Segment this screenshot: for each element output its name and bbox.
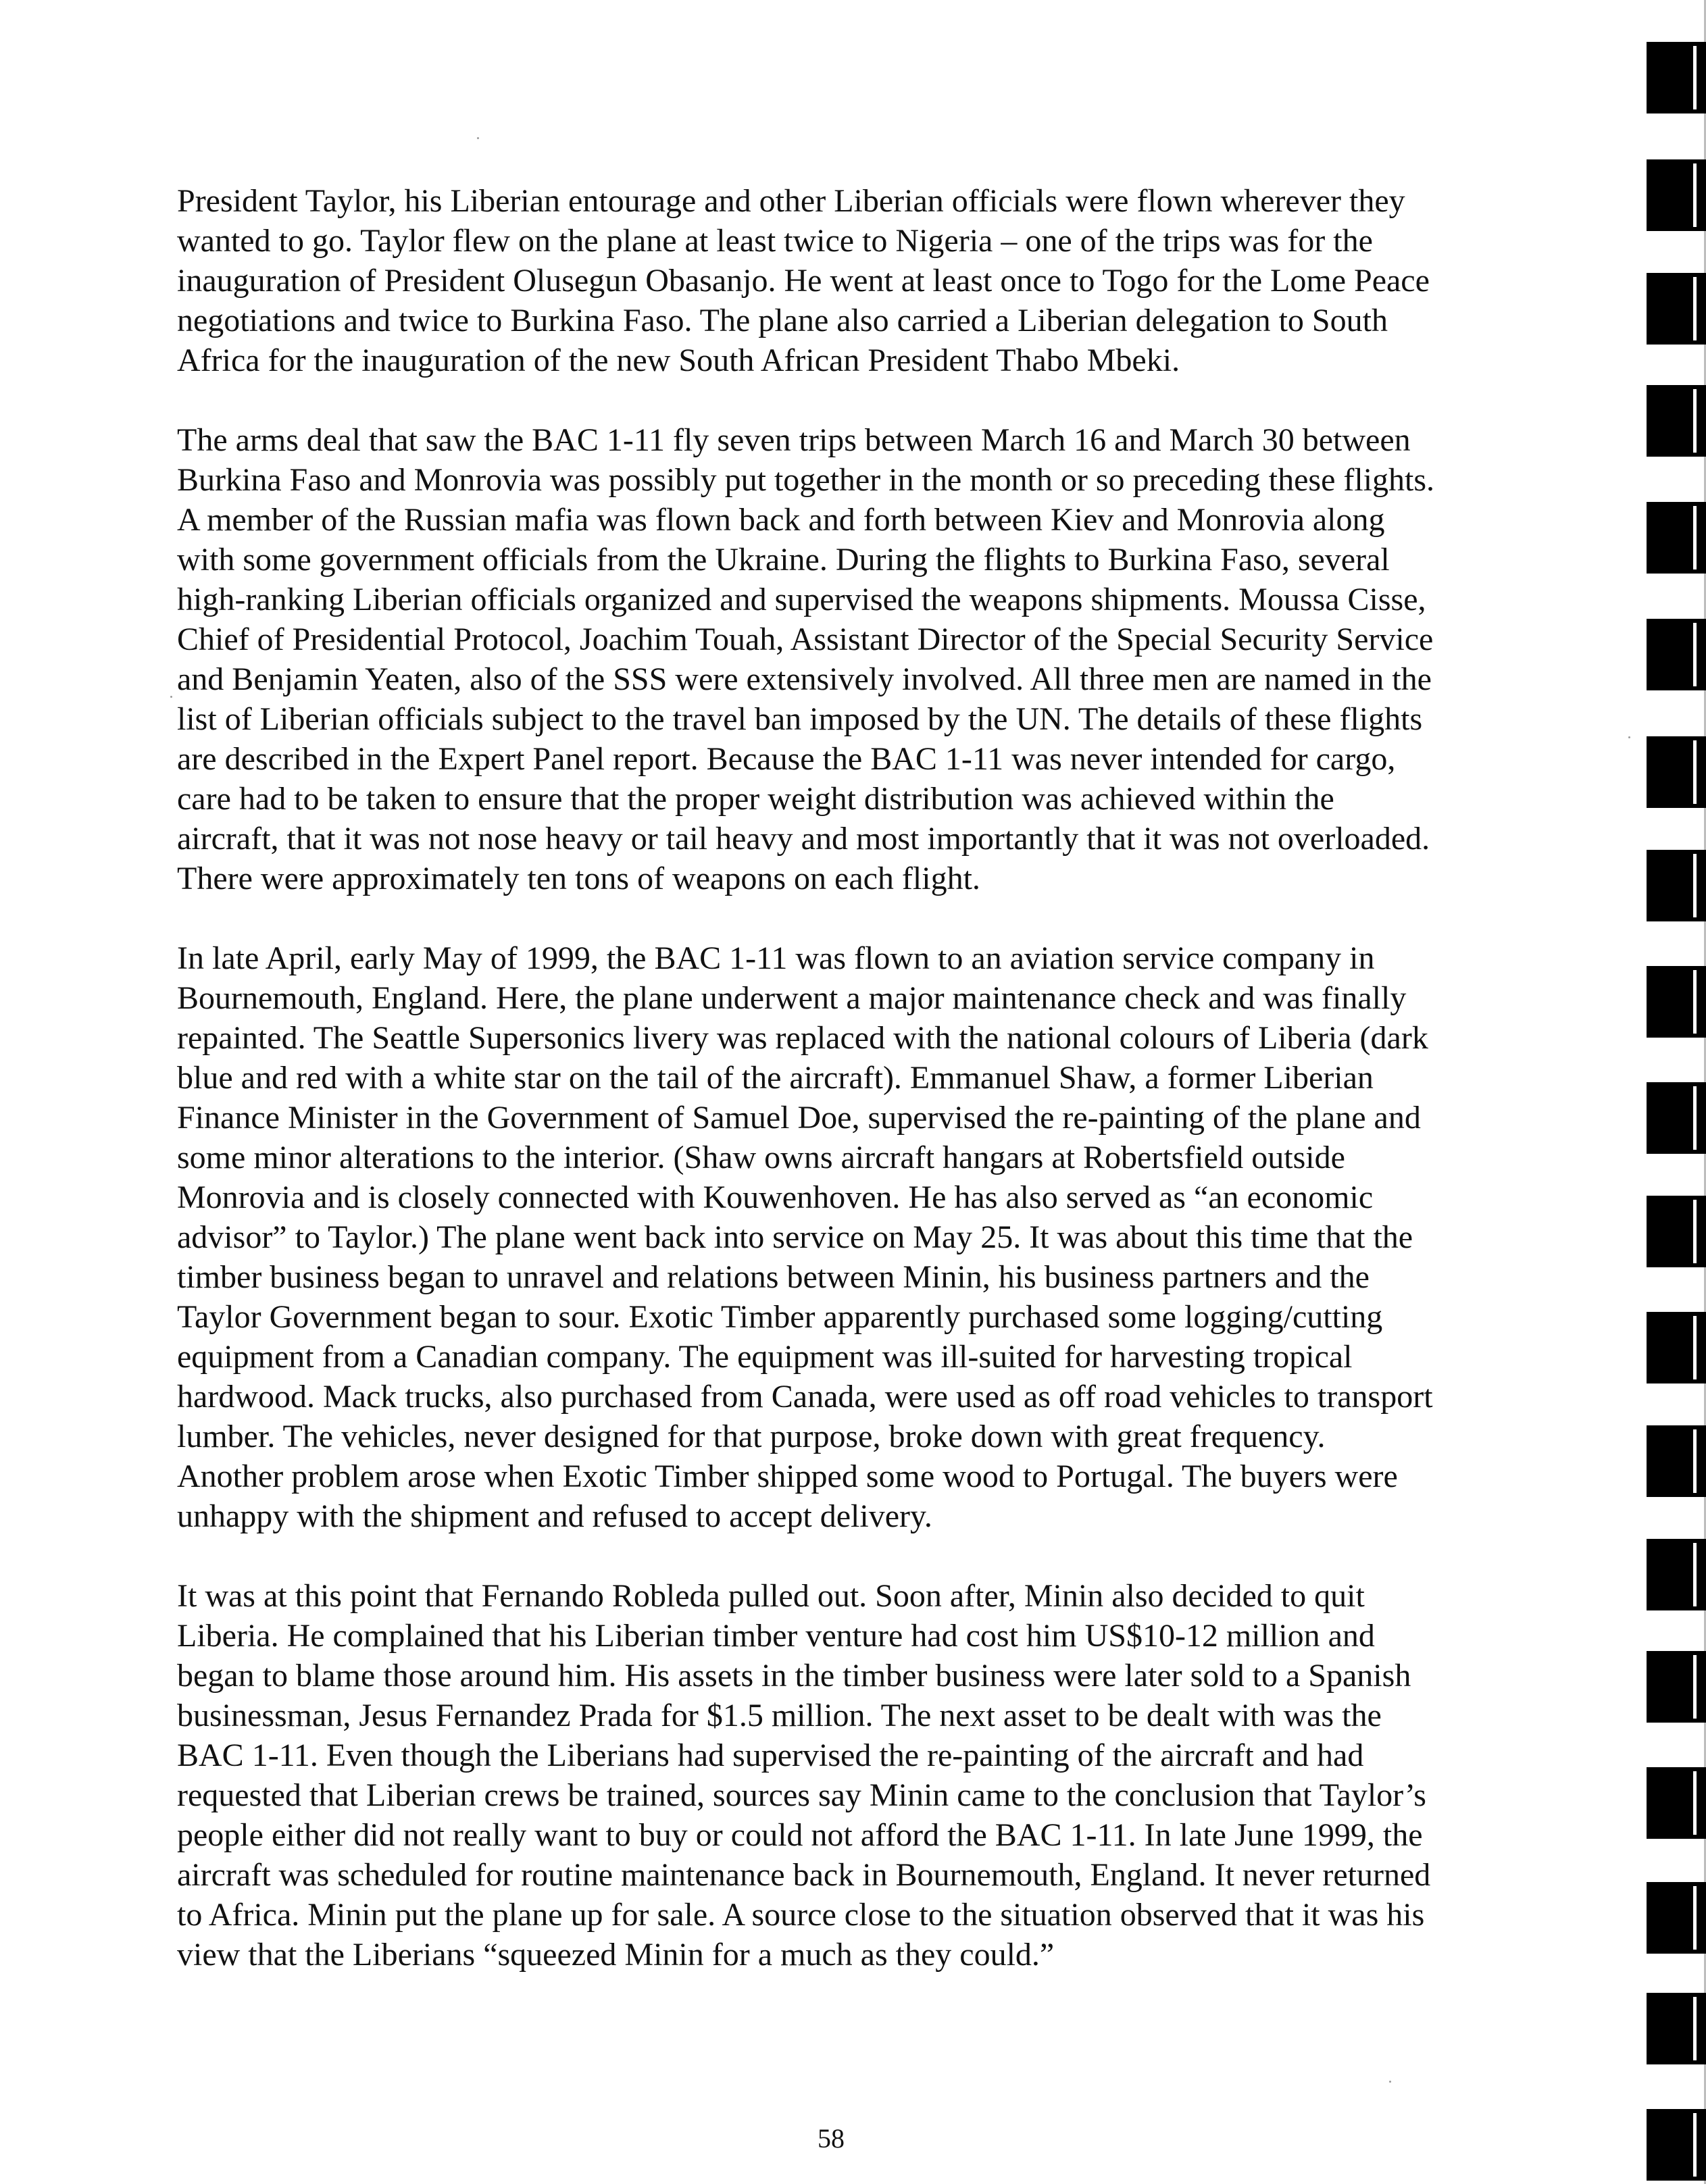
text-line: some minor alterations to the interior. (Shaw owns aircraft hangars at Robertsfield outside [177,1140,1345,1175]
binding-hole [1647,1312,1706,1383]
text-line: list of Liberian officials subject to the travel ban imposed by the UN. The details of these flights [177,701,1423,737]
text-line: In late April, early May of 1999, the BAC 1-11 was flown to an aviation service company in [177,940,1375,976]
text-line: hardwood. Mack trucks, also purchased from Canada, were used as off road vehicles to transport [177,1379,1433,1415]
text-line: advisor” to Taylor.) The plane went back into service on May 25. It was about this time that the [177,1219,1413,1255]
binding-hole [1647,966,1706,1038]
scan-speck [1389,2081,1391,2083]
text-line: Another problem arose when Exotic Timber shipped some wood to Portugal. The buyers were [177,1458,1398,1494]
text-line: There were approximately ten tons of weapons on each flight. [177,861,980,896]
text-line: Africa for the inauguration of the new South African President Thabo Mbeki. [177,342,1180,378]
text-line: inauguration of President Olusegun Obasanjo. He went at least once to Togo for the Lome Peace [177,263,1430,299]
text-line: aircraft, that it was not nose heavy or tail heavy and most importantly that it was not overloaded. [177,821,1430,857]
scan-speck [170,696,172,698]
text-line: A member of the Russian mafia was flown back and forth between Kiev and Monrovia along [177,502,1385,538]
binding-hole [1647,1882,1706,1954]
binding-hole [1647,1082,1706,1154]
binding-hole [1647,502,1706,574]
scan-speck [477,137,479,139]
binding-hole [1647,736,1706,808]
paragraph-1 [177,181,1542,380]
text-line: Burkina Faso and Monrovia was possibly put together in the month or so preceding these flights. [177,462,1435,498]
text-line: wanted to go. Taylor flew on the plane at least twice to Nigeria – one of the trips was for the [177,223,1373,259]
text-line: repainted. The Seattle Supersonics livery was replaced with the national colours of Liberia (dark [177,1020,1428,1056]
scan-speck [1628,736,1630,738]
binding-hole [1647,1767,1706,1839]
binding-hole [1647,850,1706,921]
text-line: began to blame those around him. His assets in the timber business were later sold to a Spanish [177,1658,1411,1694]
binding-hole [1647,385,1706,457]
binding-hole [1647,273,1706,345]
binding-hole [1647,1993,1706,2064]
text-line: aircraft was scheduled for routine maintenance back in Bournemouth, England. It never returned [177,1857,1431,1893]
text-line: with some government officials from the Ukraine. During the flights to Burkina Faso, several [177,542,1390,578]
text-line: blue and red with a white star on the tail of the aircraft). Emmanuel Shaw, a former Liberian [177,1060,1374,1096]
paragraph-3 [177,938,1542,1536]
text-line: lumber. The vehicles, never designed for that purpose, broke down with great frequency. [177,1419,1326,1454]
text-line: negotiations and twice to Burkina Faso. The plane also carried a Liberian delegation to South [177,303,1388,338]
binding-hole [1647,1651,1706,1723]
text-line: The arms deal that saw the BAC 1-11 fly seven trips between March 16 and March 30 between [177,422,1411,458]
text-line: view that the Liberians “squeezed Minin for a much as they could.” [177,1937,1055,1973]
text-line: Monrovia and is closely connected with Kouwenhoven. He has also served as “an economic [177,1179,1374,1215]
text-line: and Benjamin Yeaten, also of the SSS were extensively involved. All three men are named in the [177,661,1432,697]
text-line: to Africa. Minin put the plane up for sale. A source close to the situation observed that it was his [177,1897,1425,1933]
text-line: Finance Minister in the Government of Samuel Doe, supervised the re-painting of the plane and [177,1100,1421,1136]
text-line: Liberia. He complained that his Liberian timber venture had cost him US$10-12 million and [177,1618,1375,1654]
binding-hole [1647,1196,1706,1267]
text-line: care had to be taken to ensure that the proper weight distribution was achieved within the [177,781,1334,817]
text-line: timber business began to unravel and relations between Minin, his business partners and the [177,1259,1370,1295]
paragraph-2 [177,420,1542,898]
text-line: Taylor Government began to sour. Exotic Timber apparently purchased some logging/cutting [177,1299,1383,1335]
binding-hole [1647,1425,1706,1497]
binding-hole [1647,42,1706,113]
paragraph-4 [177,1576,1542,1975]
text-line: businessman, Jesus Fernandez Prada for $1.5 million. The next asset to be dealt with was the [177,1698,1382,1733]
body-text [177,181,1542,2014]
text-line: unhappy with the shipment and refused to accept delivery. [177,1498,932,1534]
text-line: requested that Liberian crews be trained, sources say Minin came to the conclusion that Taylor’s [177,1777,1426,1813]
text-line: It was at this point that Fernando Robleda pulled out. Soon after, Minin also decided to quit [177,1578,1365,1614]
binding-strip [1632,0,1706,2184]
binding-hole [1647,1539,1706,1610]
text-line: Chief of Presidential Protocol, Joachim Touah, Assistant Director of the Special Security Service [177,621,1434,657]
text-line: BAC 1-11. Even though the Liberians had supervised the re-painting of the aircraft and had [177,1737,1364,1773]
text-line: are described in the Expert Panel report. Because the BAC 1-11 was never intended for cargo, [177,741,1396,777]
page-number: 58 [818,2123,845,2154]
text-line: high-ranking Liberian officials organized and supervised the weapons shipments. Moussa Cisse, [177,582,1426,617]
binding-hole [1647,159,1706,231]
text-line: people either did not really want to buy or could not afford the BAC 1-11. In late June 1999, the [177,1817,1423,1853]
text-line: equipment from a Canadian company. The equipment was ill-suited for harvesting tropical [177,1339,1353,1375]
text-line: Bournemouth, England. Here, the plane underwent a major maintenance check and was finally [177,980,1407,1016]
text-line: President Taylor, his Liberian entourage and other Liberian officials were flown wherever they [177,183,1405,219]
binding-hole [1647,619,1706,690]
binding-hole [1647,2109,1706,2181]
